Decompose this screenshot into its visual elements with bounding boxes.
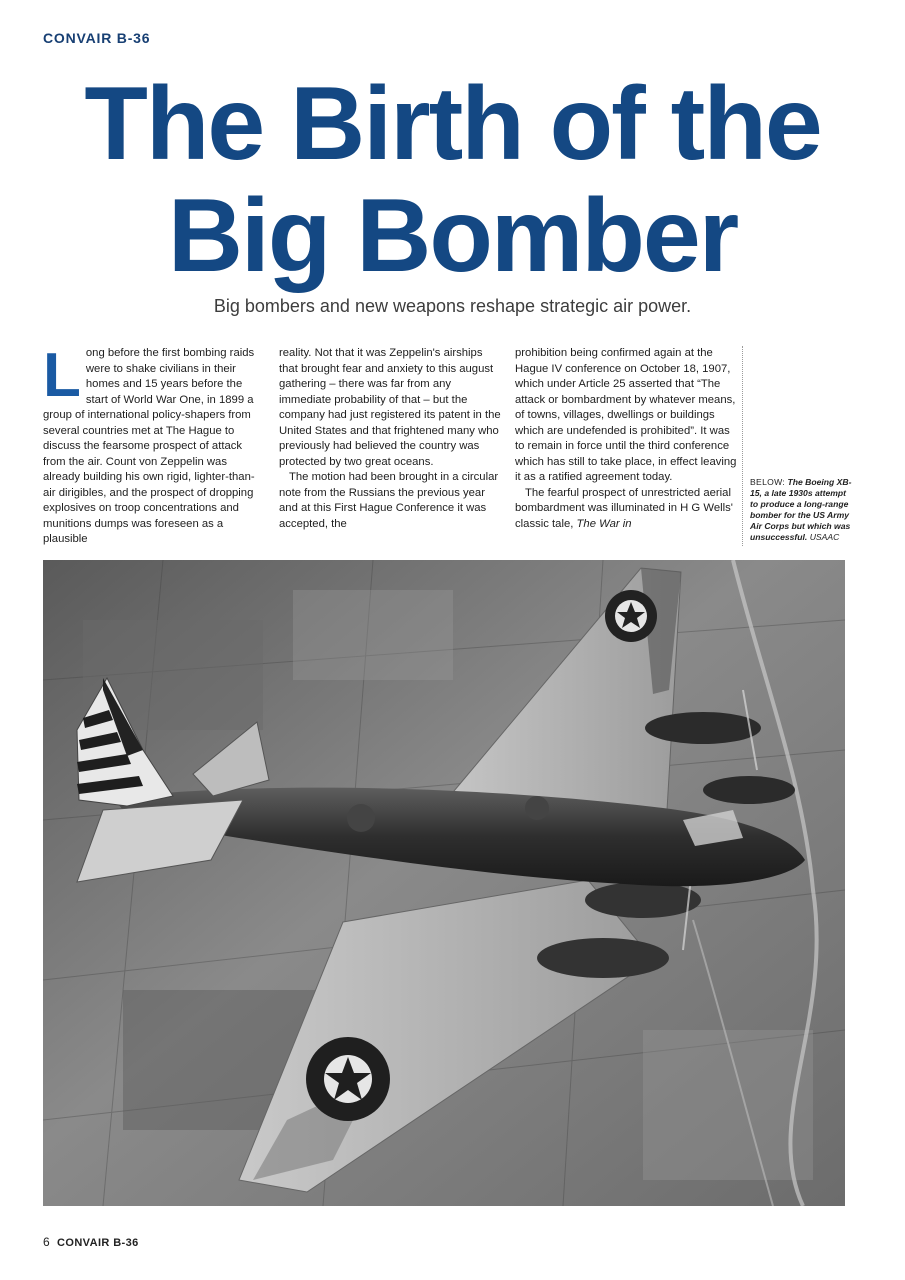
drop-cap: L: [43, 346, 81, 410]
photo-caption: [750, 477, 852, 543]
caption-credit: USAAC: [809, 532, 840, 542]
article-column-1: [43, 346, 265, 554]
paragraph-text: ong before the first bombing raids were to shake civilians in their homes and 15 years before the start of World War One, in 1899 a group of international policy-shapers from several countries met at The Hague to discuss the fearsome prospect of attack from the air. Count von Zeppelin was already building his own rigid, lighter-than-air dirigibles, and the prospect of dropping explosives on troop concentrations and munitions dumps was foreseen as a plausible: [43, 347, 255, 545]
footer-title: CONVAIR B-36: [57, 1237, 139, 1249]
article-paragraph: [43, 346, 265, 548]
article-column-2: [279, 346, 501, 554]
page-headline: [0, 68, 905, 292]
page-number: 6: [43, 1235, 50, 1249]
bomber-photo-illustration: [43, 560, 845, 1206]
article-paragraph: reality. Not that it was Zeppelin's airships that brought fear and anxiety to this august gathering – there was far from any immediate probability of that – but the company had just registered its patent in the United States and that frightened many who previously had believed the country was protected by two great oceans.: [279, 347, 501, 468]
section-kicker: CONVAIR B-36: [43, 30, 151, 46]
caption-divider: [742, 346, 743, 546]
caption-label: BELOW:: [750, 477, 786, 487]
article-paragraph: prohibition being confirmed again at the Hague IV conference on October 18, 1907, which under Article 25 asserted that “The attack or bombardment by whatever means, of towns, villages, dwellings or buildings which are undefended is prohibited”. It was to remain in force until the third conference which has still to take place, in effect leaving it as a ratified agreement today.: [515, 347, 737, 483]
caption-text: The Boeing XB-15, a late 1930s attempt to produce a long-range bomber for the US Army Air Corps but which was unsuccessful.: [750, 477, 852, 542]
bomber-photo: [43, 560, 845, 1206]
headline-line-1: The Birth of the: [84, 66, 821, 182]
article-column-3: [515, 346, 737, 554]
book-title: The War in: [576, 517, 632, 530]
headline-line-2: Big Bomber: [167, 178, 738, 294]
article-paragraph: The motion had been brought in a circular note from the Russians the previous year and at this First Hague Conference it was accepted, the: [279, 471, 499, 530]
page-footer: [43, 1235, 139, 1249]
standfirst: Big bombers and new weapons reshape strategic air power.: [213, 296, 692, 316]
article-paragraph: [515, 486, 737, 533]
paragraph-text: The fearful prospect of unrestricted aerial bombardment was illuminated in H G Wells' classic tale,: [515, 486, 733, 530]
